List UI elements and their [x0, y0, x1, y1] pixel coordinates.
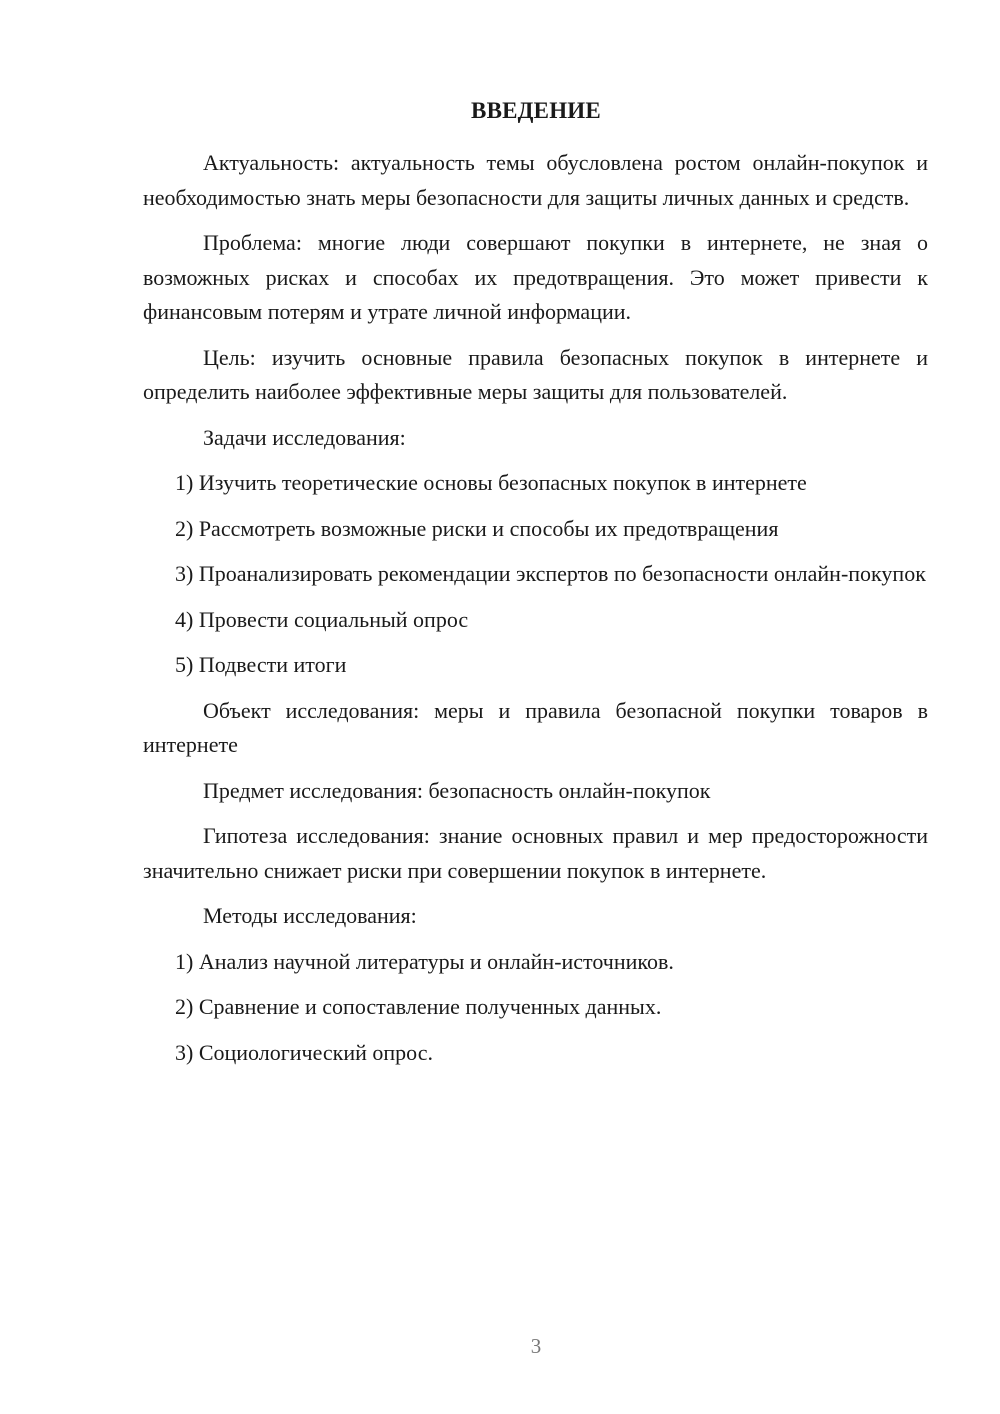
paragraph-object: Объект исследования: меры и правила безопасной покупки товаров в интернете	[143, 697, 928, 757]
task-item: 1) Изучить теоретические основы безопасных покупок в интернете	[175, 470, 807, 495]
task-item: 4) Провести социальный опрос	[175, 606, 469, 632]
paragraph-hypothesis: Гипотеза исследования: знание основных правил и мер предосторожности значительно снижает риски при совершении покупок в интернете.	[143, 823, 928, 883]
task-item: 3) Проанализировать рекомендации экспертов по безопасности онлайн-покупок	[175, 561, 926, 586]
paragraph-problem: Проблема: многие люди совершают покупки в интернете, не зная о возможных рисках и способах их предотвращения. Это может привести к финансовым потерям и утрате личной информации.	[143, 230, 928, 324]
section-heading: ВВЕДЕНИЕ	[471, 98, 601, 123]
paragraph-tasks-heading: Задачи исследования:	[203, 424, 406, 450]
paragraph-methods-heading: Методы исследования:	[203, 903, 417, 928]
paragraph-goal: Цель: изучить основные правила безопасных покупок в интернете и определить наиболее эффективные меры защиты для пользователей.	[143, 344, 928, 404]
paragraph-relevance: Актуальность: актуальность темы обусловлена ростом онлайн-покупок и необходимостью знать меры безопасности для защиты личных данных и средств.	[143, 150, 928, 210]
method-item: 2) Сравнение и сопоставление полученных данных.	[175, 994, 662, 1019]
task-item: 5) Подвести итоги	[175, 652, 347, 677]
method-item: 1) Анализ научной литературы и онлайн-источников.	[175, 948, 674, 974]
task-item: 2) Рассмотреть возможные риски и способы их предотвращения	[175, 515, 779, 541]
document-body	[143, 146, 928, 1081]
paragraph-subject: Предмет исследования: безопасность онлайн-покупок	[203, 777, 711, 803]
method-item: 3) Социологический опрос.	[175, 1039, 433, 1065]
page-number: 3	[530, 1334, 542, 1358]
